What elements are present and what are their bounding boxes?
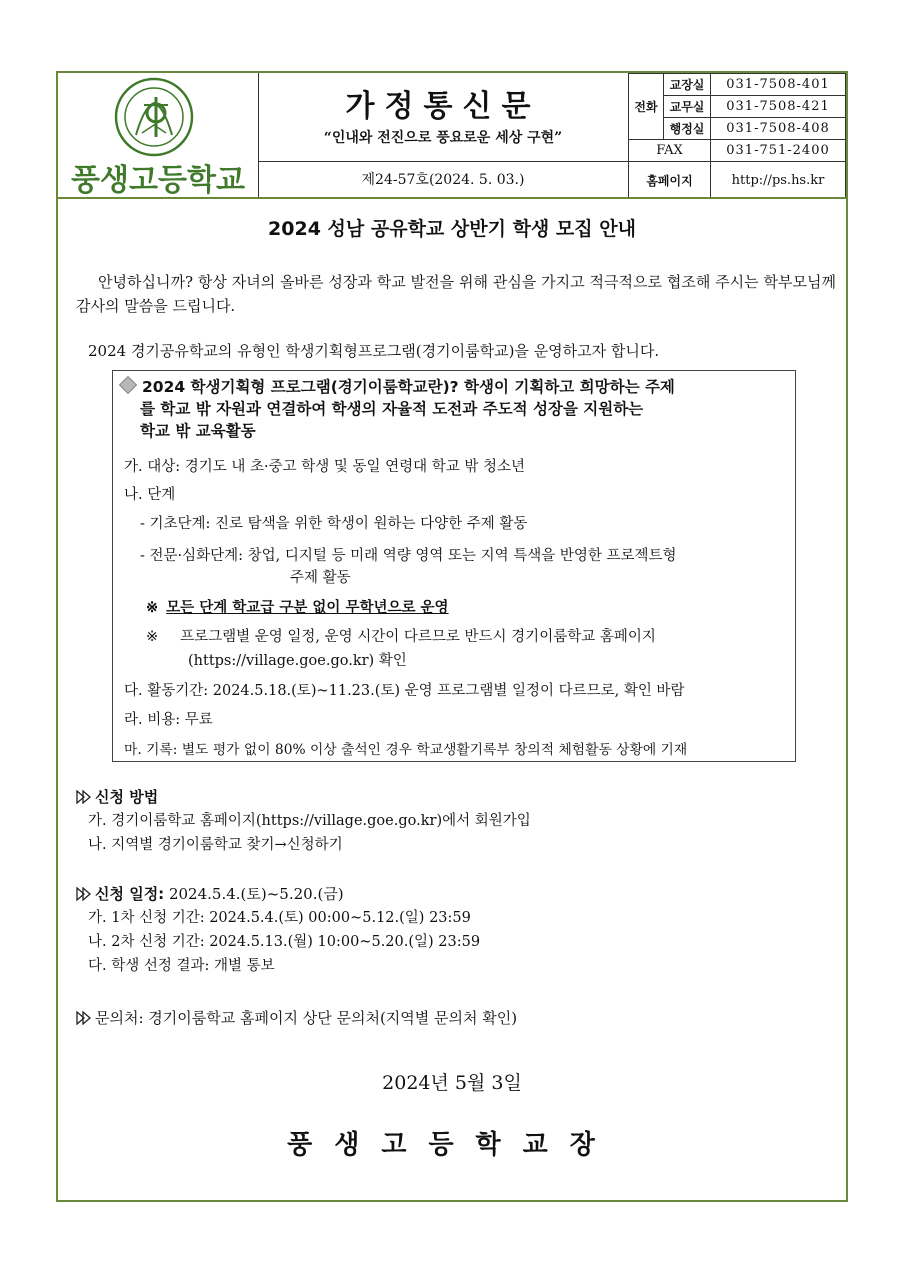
program-definition: 2024 학생기획형 프로그램(경기이룸학교란)? 학생이 기획하고 희망하는 주제 를 학교 밖 자원과 연결하여 학생의 자율적 도전과 주도적 성장을 지원하는 학교 밖 교육활동 [116,376,788,442]
document-title: 2024 성남 공유학교 상반기 학생 모집 안내 [268,218,636,240]
double-arrow-icon [76,887,92,901]
note-check-homepage: ※ 프로그램별 운영 일정, 운영 시간이 다르므로 반드시 경기이룸학교 홈페이지 [146,629,656,645]
schedule-item: 다. 학생 선정 결과: 개별 통보 [88,958,275,974]
double-arrow-icon [76,790,92,804]
apply-method-item: 가. 경기이룸학교 홈페이지(https://village.goe.go.kr)에서 회원가입 [88,813,531,829]
fax-number: 031-751-2400 [711,140,846,162]
inquiry-line: 문의처: 경기이룸학교 홈페이지 상단 문의처(지역별 문의처 확인) [76,1007,517,1029]
double-arrow-icon [76,1011,92,1025]
cube-bullet-icon [119,376,137,394]
contact-table [628,73,846,199]
intro-paragraph: 안녕하십니까? 항상 자녀의 올바른 성장과 학교 발전을 위해 관심을 가지고 적극적으로 협조해 주시는 학부모님께 감사의 말씀을 드립니다. [76,273,836,315]
record-item: 마. 기록: 별도 평가 없이 80% 이상 출석인 경우 학교생활기록부 창의적 체험활동 상황에 기재 [124,742,688,758]
apply-method-heading: 신청 방법 [76,786,158,808]
schedule-item: 가. 1차 신청 기간: 2024.5.4.(토) 00:00~5.12.(일) 23:59 [88,910,471,926]
stage-item: 나. 단계 [124,487,176,503]
apply-method-item: 나. 지역별 경기이룸학교 찾기→신청하기 [88,837,343,853]
issue-date: 2024년 5월 3일 [382,1072,522,1094]
intro-paragraph-2: 2024 경기공유학교의 유형인 학생기획형프로그램(경기이룸학교)을 운영하고자 합니다. [88,342,660,360]
school-name: 풍생고등학교 [71,163,245,198]
principal-signature: 풍생고등학교장 [287,1130,617,1160]
tel-label: 전화 [629,74,664,140]
issue-number: 제24-57호(2024. 5. 03.) [361,172,525,188]
stage-basic-item: - 기초단계: 진로 탐색을 위한 학생이 원하는 다양한 주제 활동 [140,516,528,532]
note-no-grade: ※ 모든 단계 학교급 구분 없이 무학년으로 운영 [146,599,449,616]
school-slogan: “인내와 전진으로 풍요로운 세상 구현” [323,130,563,146]
homepage-url: http://ps.hs.kr [711,162,846,199]
schedule-item: 나. 2차 신청 기간: 2024.5.13.(월) 10:00~5.20.(일) 23:59 [88,934,481,950]
note-homepage-url: (https://village.goe.go.kr) 확인 [188,653,407,669]
apply-schedule-heading: 신청 일정: 2024.5.4.(토)~5.20.(금) [76,883,344,905]
dept-label: 교무실 [664,96,711,118]
dept-label: 행정실 [664,118,711,140]
newsletter-title: 가정통신문 [345,89,541,124]
stage-advanced-item-cont: 주제 활동 [290,570,351,586]
dept-label: 교장실 [664,74,711,96]
fax-label: FAX [629,140,711,162]
phone-number: 031-7508-421 [711,96,846,118]
header [58,73,846,197]
homepage-label: 홈페이지 [629,162,711,199]
target-item: 가. 대상: 경기도 내 초·중고 학생 및 동일 연령대 학교 밖 청소년 [124,459,525,475]
school-logo-block [58,73,258,197]
period-item: 다. 활동기간: 2024.5.18.(토)~11.23.(토) 운영 프로그램별 일정이 다르므로, 확인 바람 [124,683,685,699]
stage-advanced-item: - 전문·심화단계: 창업, 디지털 등 미래 역량 영역 또는 지역 특색을 반영한 프로젝트형 [140,548,677,564]
phone-number: 031-7508-408 [711,118,846,140]
phone-number: 031-7508-401 [711,74,846,96]
cost-item: 라. 비용: 무료 [124,712,213,728]
school-emblem-icon [114,77,194,157]
